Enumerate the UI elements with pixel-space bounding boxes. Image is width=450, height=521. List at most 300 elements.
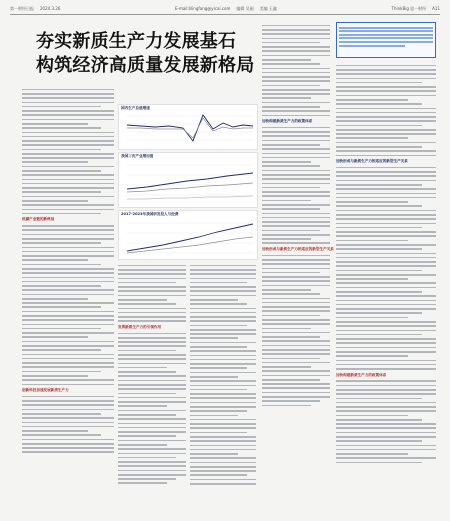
text-line — [22, 443, 114, 445]
text-line — [190, 333, 256, 335]
text-line — [22, 153, 114, 155]
text-line — [336, 389, 436, 391]
text-line — [262, 268, 330, 270]
text-line — [336, 402, 436, 404]
text-line — [336, 171, 436, 173]
editor-name: 编辑 吴丽 — [236, 6, 254, 11]
text-line — [262, 285, 330, 287]
text-line — [336, 410, 436, 412]
text-line — [118, 345, 186, 347]
text-line — [336, 355, 408, 357]
text-line — [336, 167, 436, 169]
text-line — [339, 45, 405, 47]
text-line — [22, 328, 101, 330]
text-line — [118, 423, 186, 425]
text-line — [336, 231, 436, 233]
text-line — [118, 295, 186, 297]
text-line — [336, 244, 436, 246]
text-line — [22, 384, 114, 386]
text-line — [22, 324, 114, 326]
text-line — [336, 99, 408, 101]
text-line — [336, 150, 436, 152]
text-line — [336, 317, 408, 319]
text-line — [339, 30, 433, 32]
text-line — [262, 396, 330, 398]
text-line — [262, 174, 330, 176]
text-line — [336, 432, 436, 434]
text-line — [118, 269, 186, 271]
text-line — [336, 300, 436, 302]
text-line — [190, 346, 247, 348]
text-line — [22, 229, 114, 231]
text-line — [22, 166, 114, 168]
page-header — [10, 4, 440, 15]
text-line — [339, 41, 433, 43]
text-line — [22, 434, 101, 436]
text-line — [22, 358, 114, 360]
column-4 — [262, 22, 334, 409]
text-line — [336, 445, 436, 447]
text-line — [262, 302, 330, 304]
text-line — [262, 336, 320, 338]
text-line — [336, 287, 436, 289]
text-line — [190, 479, 256, 481]
text-line — [22, 204, 114, 206]
text-line — [336, 393, 436, 395]
text-line — [22, 311, 114, 313]
text-line — [339, 27, 433, 29]
text-line — [336, 291, 422, 293]
text-line — [336, 385, 436, 387]
text-line — [262, 170, 330, 172]
text-line — [22, 251, 114, 253]
text-line — [190, 380, 256, 382]
text-line — [22, 371, 101, 373]
text-line — [262, 315, 320, 317]
text-line — [190, 436, 256, 438]
text-line — [22, 179, 114, 181]
text-line — [22, 209, 114, 211]
headline-line-2: 构筑经济高质量发展新格局 — [36, 55, 255, 76]
text-line — [262, 370, 330, 372]
text-line — [22, 345, 114, 347]
text-line — [336, 86, 436, 88]
column-5 — [336, 62, 436, 466]
text-line — [22, 341, 114, 343]
text-line — [262, 195, 330, 197]
text-line — [336, 214, 436, 216]
text-line — [262, 293, 320, 295]
text-line — [190, 410, 247, 412]
text-line — [262, 263, 330, 265]
text-line — [336, 282, 436, 284]
text-line — [262, 221, 330, 223]
text-line — [336, 240, 408, 242]
text-line — [336, 380, 436, 382]
text-line — [336, 95, 436, 97]
text-line — [336, 197, 436, 199]
text-line — [336, 423, 436, 425]
text-line — [118, 290, 186, 292]
text-line — [190, 402, 256, 404]
text-line — [118, 363, 186, 365]
text-line — [262, 110, 330, 112]
text-line — [190, 265, 256, 267]
text-line — [22, 97, 114, 99]
text-line — [118, 453, 186, 455]
headline-line-1: 夯实新质生产力发展基石 — [36, 31, 237, 52]
text-line — [336, 265, 436, 267]
text-line — [262, 46, 330, 48]
text-line — [262, 165, 320, 167]
text-line — [22, 354, 114, 356]
text-line — [262, 68, 330, 70]
text-line — [190, 419, 256, 421]
text-line — [262, 127, 330, 129]
text-line — [190, 376, 238, 378]
text-line — [262, 340, 330, 342]
text-line — [262, 319, 330, 321]
text-line — [22, 302, 114, 304]
text-line — [262, 217, 330, 219]
text-line — [262, 383, 330, 385]
text-line — [22, 277, 114, 279]
text-line — [190, 278, 256, 280]
text-line — [262, 379, 320, 381]
text-line — [262, 55, 330, 57]
text-line — [262, 131, 330, 133]
text-line — [190, 406, 256, 408]
chart-rd-investment — [118, 210, 258, 260]
text-line — [336, 201, 408, 203]
text-line — [190, 385, 256, 387]
text-line — [262, 349, 330, 351]
text-line — [262, 140, 330, 142]
text-line — [118, 448, 186, 450]
text-line — [22, 447, 114, 449]
text-line — [190, 432, 247, 434]
text-line — [336, 184, 422, 186]
text-line — [336, 453, 408, 455]
text-line — [262, 289, 311, 291]
text-line — [118, 286, 186, 288]
text-line — [190, 397, 256, 399]
text-line — [190, 372, 256, 374]
text-line — [190, 359, 256, 361]
text-line — [262, 358, 320, 360]
text-line — [262, 366, 311, 368]
text-line — [339, 34, 433, 36]
text-line — [22, 119, 114, 121]
text-line — [22, 400, 114, 402]
text-line — [262, 178, 330, 180]
text-line — [118, 397, 186, 399]
text-line — [22, 174, 114, 176]
text-line — [262, 332, 330, 334]
text-line — [22, 268, 114, 270]
text-line — [22, 187, 114, 189]
text-line — [336, 360, 436, 362]
text-line — [22, 315, 114, 317]
text-line — [118, 388, 186, 390]
text-line — [262, 238, 311, 240]
text-line — [336, 270, 422, 272]
text-line — [262, 80, 330, 82]
text-line — [118, 474, 186, 476]
text-line — [118, 358, 186, 360]
industries-plot — [119, 159, 257, 207]
text-line — [118, 316, 186, 318]
text-line — [118, 303, 176, 305]
text-line — [22, 336, 88, 338]
text-line — [336, 193, 436, 195]
text-line — [336, 65, 436, 67]
text-line — [22, 332, 114, 334]
text-line — [262, 102, 330, 104]
text-line — [190, 415, 238, 417]
text-line — [262, 225, 330, 227]
text-line — [262, 323, 330, 325]
text-line — [22, 281, 114, 283]
chart-title: 我国三次产业增加值 — [121, 154, 154, 158]
text-line — [190, 474, 247, 476]
text-line — [22, 157, 114, 159]
designer-name: 美编 王鑫 — [259, 6, 277, 11]
text-line — [118, 482, 167, 484]
column-1 — [22, 86, 114, 456]
text-line — [336, 133, 436, 135]
text-line — [336, 415, 408, 417]
text-line — [262, 204, 330, 206]
text-line — [22, 451, 114, 453]
text-line — [190, 363, 256, 365]
column-2 — [118, 262, 186, 487]
text-line — [262, 345, 330, 347]
text-line — [336, 116, 436, 118]
text-line — [336, 419, 422, 421]
text-line — [22, 379, 114, 381]
text-line — [262, 405, 311, 407]
text-line — [336, 457, 436, 459]
text-line — [22, 285, 101, 287]
text-line — [262, 33, 330, 35]
author-box — [336, 22, 436, 58]
text-line — [190, 470, 256, 472]
text-line — [262, 42, 320, 44]
text-line — [22, 102, 114, 104]
text-line — [190, 453, 238, 455]
text-line — [22, 242, 101, 244]
paper-name: 第一财经日报 — [10, 6, 34, 11]
text-line — [190, 282, 247, 284]
text-line — [262, 392, 330, 394]
text-line — [336, 120, 436, 122]
text-line — [336, 235, 436, 237]
text-line — [336, 261, 436, 263]
text-line — [262, 38, 330, 40]
text-line — [22, 170, 101, 172]
text-line — [262, 187, 320, 189]
text-line — [262, 29, 330, 31]
text-line — [22, 413, 101, 415]
text-line — [262, 59, 311, 61]
text-line — [336, 175, 436, 177]
text-line — [262, 259, 330, 261]
text-line — [22, 404, 114, 406]
text-line — [118, 470, 186, 472]
text-line — [190, 423, 256, 425]
text-line — [336, 462, 422, 464]
text-line — [262, 298, 330, 300]
text-line — [22, 225, 114, 227]
text-line — [190, 427, 256, 429]
chart-title: 国内生产总值增速 — [121, 106, 150, 110]
text-line — [118, 354, 186, 356]
text-line — [22, 196, 114, 198]
page-number: A11 — [432, 6, 440, 11]
text-line — [336, 218, 436, 220]
text-line — [262, 25, 330, 27]
text-line — [190, 350, 256, 352]
text-line — [336, 129, 436, 131]
issue-date: 2024.3.26 — [40, 6, 61, 11]
text-line — [118, 435, 176, 437]
text-line — [22, 140, 114, 142]
text-line — [336, 351, 436, 353]
text-line — [336, 257, 436, 259]
text-line — [262, 310, 330, 312]
text-line — [118, 465, 186, 467]
text-line — [336, 347, 436, 349]
section-subhead: 创新科技加速发展新质生产力 — [22, 388, 69, 393]
text-line — [336, 440, 422, 442]
chart-three-industries — [118, 152, 258, 208]
text-line — [190, 355, 256, 357]
text-line — [22, 93, 114, 95]
text-line — [336, 274, 436, 276]
text-line — [336, 108, 436, 110]
text-line — [118, 478, 176, 480]
text-line — [190, 389, 247, 391]
text-line — [22, 430, 88, 432]
text-line — [262, 242, 330, 244]
text-line — [262, 255, 330, 257]
text-line — [336, 137, 408, 139]
text-line — [22, 213, 101, 215]
text-line — [22, 89, 114, 91]
text-line — [190, 273, 256, 275]
text-line — [336, 125, 422, 127]
text-line — [118, 299, 167, 301]
text-line — [336, 427, 436, 429]
text-line — [22, 110, 114, 112]
chart-title: 2017-2023年我国研发投入与经费 — [121, 212, 179, 216]
text-line — [262, 148, 330, 150]
text-line — [118, 444, 167, 446]
headline — [36, 30, 276, 78]
text-line — [118, 405, 167, 407]
text-line — [262, 191, 330, 193]
text-line — [336, 406, 436, 408]
text-line — [190, 445, 256, 447]
text-line — [190, 290, 256, 292]
text-line — [118, 410, 186, 412]
text-line — [336, 223, 436, 225]
text-line — [262, 50, 330, 52]
text-line — [336, 155, 436, 157]
text-line — [336, 142, 436, 144]
text-line — [190, 342, 256, 344]
text-line — [22, 238, 114, 240]
column-3 — [190, 262, 256, 487]
text-line — [118, 337, 186, 339]
text-line — [262, 276, 330, 278]
text-line — [190, 303, 247, 305]
text-line — [336, 449, 436, 451]
text-line — [190, 483, 256, 485]
text-line — [262, 400, 320, 402]
text-line — [118, 312, 186, 314]
text-line — [22, 132, 114, 134]
text-line — [336, 112, 436, 114]
text-line — [118, 278, 186, 280]
text-line — [336, 325, 436, 327]
text-line — [118, 265, 186, 267]
text-line — [262, 353, 330, 355]
text-line — [22, 409, 114, 411]
text-line — [262, 106, 320, 108]
text-line — [22, 234, 114, 236]
text-line — [118, 371, 176, 373]
text-line — [190, 295, 256, 297]
text-line — [336, 278, 408, 280]
text-line — [22, 247, 114, 249]
text-line — [22, 362, 114, 364]
text-line — [262, 230, 320, 232]
text-line — [262, 144, 320, 146]
text-line — [22, 306, 101, 308]
text-line — [118, 401, 186, 403]
text-line — [190, 316, 256, 318]
text-line — [118, 282, 176, 284]
text-line — [336, 338, 436, 340]
text-line — [118, 457, 176, 459]
text-line — [118, 461, 186, 463]
text-line — [118, 308, 186, 310]
text-line — [336, 180, 436, 182]
section-subhead: 加快构建新质生产力的政策体系 — [336, 372, 387, 377]
text-line — [336, 330, 436, 332]
text-line — [118, 341, 186, 343]
text-line — [262, 161, 311, 163]
text-line — [22, 200, 88, 202]
text-line — [336, 436, 436, 438]
text-line — [190, 466, 256, 468]
text-line — [262, 306, 330, 308]
text-line — [22, 417, 114, 419]
text-line — [22, 259, 88, 261]
text-line — [262, 135, 330, 137]
text-line — [336, 253, 436, 255]
text-line — [118, 393, 176, 395]
text-line — [22, 319, 114, 321]
text-line — [262, 208, 320, 210]
text-line — [336, 82, 422, 84]
text-line — [190, 440, 256, 442]
text-line — [190, 286, 256, 288]
text-line — [336, 69, 436, 71]
text-line — [262, 115, 330, 117]
